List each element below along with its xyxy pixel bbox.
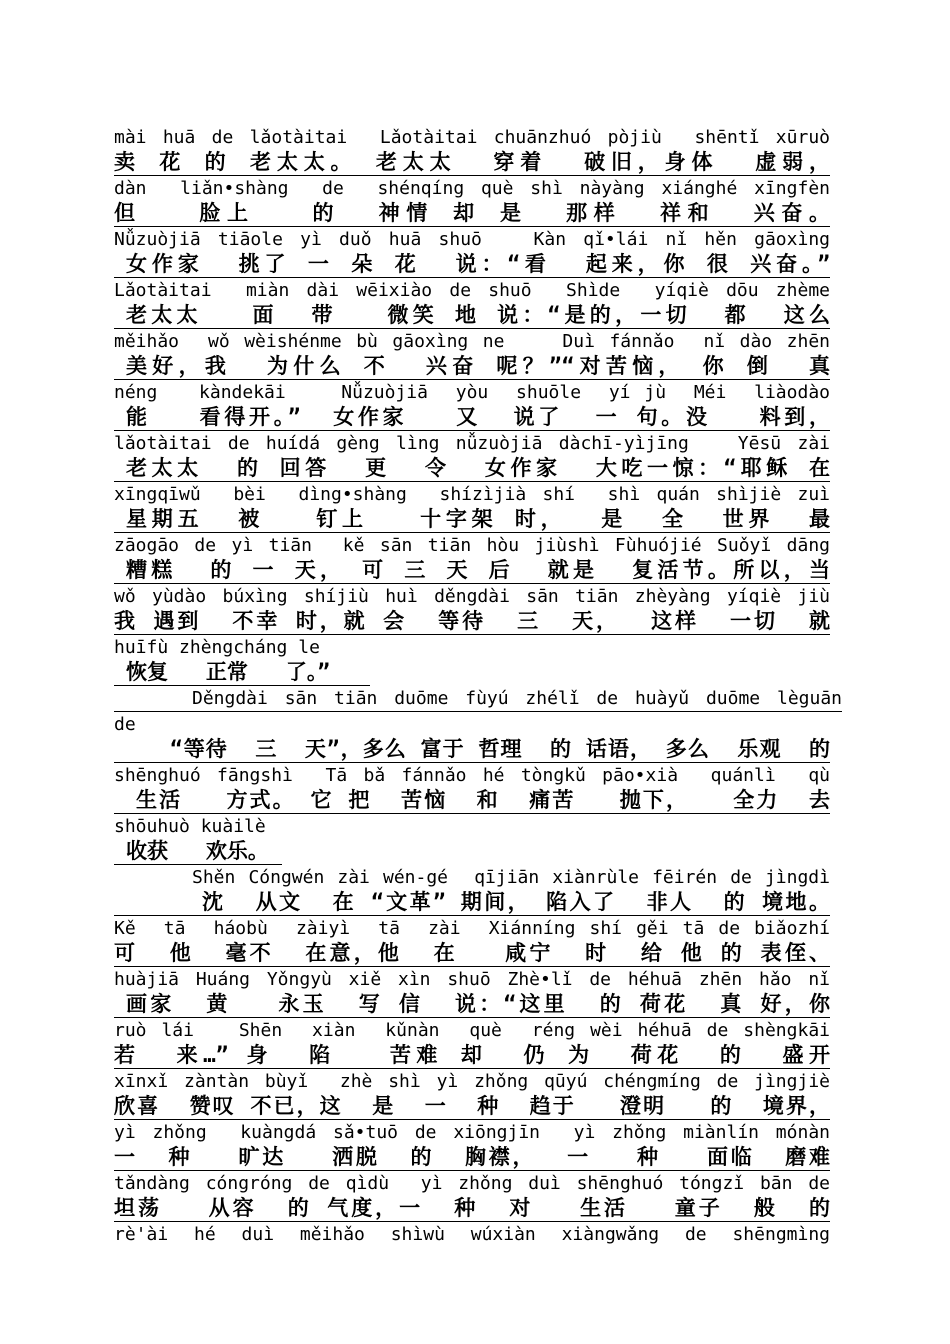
pinyin-line-18: ruò lái Shēn xiàn kǔnàn què réng wèi héhuā de shèngkāi xyxy=(114,1020,830,1041)
pinyin-line-11: huīfù zhèngcháng le xyxy=(114,637,320,658)
hanzi-line-9: 糟糕 的 一 天， 可 三 天 后 就是 复活节。所以，当 xyxy=(114,558,830,584)
pinyin-line-22: rè'ài hé duì měihǎo shìwù wúxiàn xiàngwǎng de shēngmìng xyxy=(114,1224,830,1245)
pinyin-line-20: yì zhǒng kuàngdá sǎ•tuō de xiōngjīn yì zhǒng miànlín mónàn xyxy=(114,1122,830,1143)
hanzi-line-16: 可 他 毫不 在意，他 在 咸宁 时 给 他 的 表侄、 xyxy=(114,941,830,965)
hanzi-line-14: 收获 欢乐。 xyxy=(114,839,282,865)
hanzi-line-10: 我 遇到 不幸 时，就 会 等待 三 天， 这样 一切 就 xyxy=(114,609,830,633)
hanzi-line-2: 但 脸上 的 神情 却 是 那样 祥和 兴奋。 xyxy=(114,201,830,225)
pinyin-line-8: xīngqīwǔ bèi dìng•shàng shízìjià shí shì quán shìjiè zuì xyxy=(114,484,830,505)
pinyin-line-17: huàjiā Huáng Yǒngyù xiě xìn shuō Zhè•lǐ de héhuā zhēn hǎo nǐ xyxy=(114,969,830,990)
pinyin-line-9: zāogāo de yì tiān kě sān tiān hòu jiùshì Fùhuójié Suǒyǐ dāng xyxy=(114,535,830,556)
pinyin-line-2: dàn liǎn•shàng de shénqíng què shì nàyàng xiánghé xīngfèn xyxy=(114,178,830,199)
pinyin-line-15: Shěn Cóngwén zài wén-gé qījiān xiànrùle fēirén de jìngdì xyxy=(192,867,830,888)
hanzi-line-11: 恢复 正常 了。” xyxy=(114,660,370,686)
pinyin-line-3: Nǚzuòjiā tiāole yì duǒ huā shuō Kàn qǐ•lái nǐ hěn gāoxìng xyxy=(114,229,830,250)
pinyin-line-10: wǒ yùdào búxìng shíjiù huì děngdài sān tiān zhèyàng yíqiè jiù xyxy=(114,586,830,607)
pinyin-line-13: shēnghuó fāngshì Tā bǎ fánnǎo hé tòngkǔ pāo•xià quánlì qù xyxy=(114,765,830,786)
hanzi-line-21: 坦荡 从容 的 气度，一 种 对 生活 童子 般 的 xyxy=(114,1196,830,1220)
hanzi-line-17: 画家 黄 永玉 写 信 说：“这里 的 荷花 真 好，你 xyxy=(114,992,830,1018)
hanzi-line-4: 老太太 面 带 微笑 地 说：“是的，一切 都 这么 xyxy=(114,303,830,329)
hanzi-line-6: 能 看得开。” 女作家 又 说了 一 句。没 料到， xyxy=(114,405,830,431)
pinyin-line-12: Děngdài sān tiān duōme fùyú zhélǐ de huàyǔ duōme lèguān xyxy=(114,686,842,712)
hanzi-line-12: “等待 三 天”，多么 富于 哲理 的 话语， 多么 乐观 的 xyxy=(114,737,830,763)
hanzi-line-5: 美好，我 为什么 不 兴奋 呢？”“对苦恼， 你 倒 真 xyxy=(114,354,830,380)
pinyin-line-7: lǎotàitai de huídá gèng lìng nǚzuòjiā dàchī-yìjīng Yēsū zài xyxy=(114,433,830,454)
pinyin-line-19: xīnxǐ zàntàn bùyǐ zhè shì yì zhǒng qūyú chéngmíng de jìngjiè xyxy=(114,1071,830,1092)
pinyin-line-16: Kě tā háobù zàiyì tā zài Xiánníng shí gěi tā de biǎozhí xyxy=(114,918,830,939)
pinyin-line-12-tail: de xyxy=(114,714,136,735)
hanzi-line-8: 星期五 被 钉上 十字架 时， 是 全 世界 最 xyxy=(114,507,830,533)
hanzi-line-20: 一 种 旷达 洒脱 的 胸襟， 一 种 面临 磨难 xyxy=(114,1145,830,1169)
hanzi-line-18: 若 来…” 身 陷 苦难 却 仍 为 荷花 的 盛开 xyxy=(114,1043,830,1067)
hanzi-line-3: 女作家 挑了 一 朵 花 说：“看 起来，你 很 兴奋。” xyxy=(114,252,830,278)
pinyin-line-6: néng kàndekāi Nǚzuòjiā yòu shuōle yí jù Méi liàodào xyxy=(114,382,830,403)
hanzi-line-1: 卖 花 的 老太太。 老太太 穿着 破旧，身体 虚弱， xyxy=(114,150,830,174)
hanzi-line-7: 老太太 的 回答 更 令 女作家 大吃一惊：“耶稣 在 xyxy=(114,456,830,482)
pinyin-line-21: tǎndàng cóngróng de qìdù yì zhǒng duì shēnghuó tóngzǐ bān de xyxy=(114,1173,830,1194)
hanzi-line-13: 生活 方式。 它 把 苦恼 和 痛苦 抛下， 全力 去 xyxy=(114,788,830,814)
document-body xyxy=(114,125,842,1247)
pinyin-line-1: mài huā de lǎotàitai Lǎotàitai chuānzhuó pòjiù shēntǐ xūruò xyxy=(114,127,830,148)
pinyin-line-4: Lǎotàitai miàn dài wēixiào de shuō Shìde yíqiè dōu zhème xyxy=(114,280,830,301)
pinyin-line-5: měihǎo wǒ wèishénme bù gāoxìng ne Duì fánnǎo nǐ dào zhēn xyxy=(114,331,830,352)
hanzi-line-19: 欣喜 赞叹 不已，这 是 一 种 趋于 澄明 的 境界， xyxy=(114,1094,830,1118)
hanzi-line-15: 沈 从文 在 “文革” 期间， 陷入了 非人 的 境地。 xyxy=(114,890,830,916)
pinyin-line-14: shōuhuò kuàilè xyxy=(114,816,266,837)
